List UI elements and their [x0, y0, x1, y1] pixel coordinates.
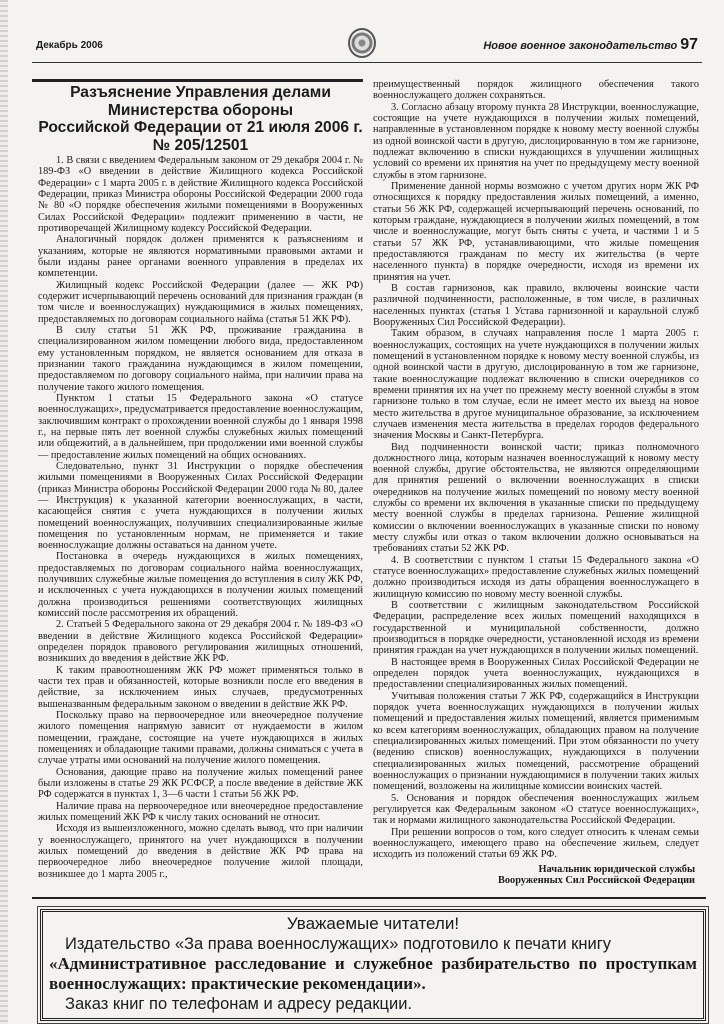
title-line: Российской Федерации от 21 июля 2006 г. [38, 119, 363, 136]
article-paragraph: Исходя из вышеизложенного, можно сделать вывод, что при наличии у военнослужащего, принятого на учет нуждающихся в получении жилых помещений до введения в действие ЖК РФ права на первоочередное либо внеочередное получение жилой площади, возникшее до 1 марта 2005 г., [38, 823, 363, 880]
signature-line: Начальник юридической службы [538, 863, 695, 875]
article-paragraph: Аналогичный порядок должен применятся к разъяснениям и указаниям, которые не являются нормативными правовыми актами и были изданы ранее органами военного управления в пределах их компетенции. [38, 234, 363, 280]
issue-date: Декабрь 2006 [36, 40, 103, 51]
article-paragraph: Следовательно, пункт 31 Инструкции о порядке обеспечения жилыми помещениями в Вооруженных Силах Российской Федерации (приказ Министра обороны Российской Федерации 2000 года № 80, далее — Инструкция) к указанной категории военнослужащих, в части, касающейся снятия с учета нуждающихся в получении жилых помещений военнослужащих, получивших специализированные жилые помещения по установленным нормам, не применяется и такие военнослужащие должны оставаться на данном учете. [38, 460, 363, 552]
article-paragraph: 3. Согласно абзацу второму пункта 28 Инструкции, военнослужащие, состоящие на учете нуждающихся в получении жилых помещений, направленные в установленном порядке к новому месту военной службы из одной воинской части в другую, дислоцированную в том же гарнизоне, подлежат включению в списки нуждающихся в улучшении жилищных условий со времени их принятия на учет по предыдущему месту военной службы в этом гарнизоне. [373, 101, 699, 181]
title-rule [32, 79, 363, 82]
left-column [38, 155, 363, 880]
article-paragraph: Постановка в очередь нуждающихся в жилых помещениях, предоставляемых по договорам социального найма военнослужащих, получивших служебные жилые помещения до вступления в силу ЖК РФ, и исключенных с учета нуждающихся в получении жилых помещений должна производиться решениями соответствующих жилищных комиссий после рассмотрения их обращений. [38, 551, 363, 620]
article-title [38, 84, 363, 154]
article-paragraph: Таким образом, в случаях направления после 1 марта 2005 г. военнослужащих, состоящих на учете нуждающихся в получении жилых помещений в установленном порядке к новому месту военной службы, из одной воинской части в другую, дислоцированную в том же гарнизоне, такие военнослужащие подлежат включению в списки очередников со времени принятия их на учет по прежнему месту военной службы в этом гарнизоне только в том случае, если не имеет место их выезд на новое место жительства в другое муниципальное образование, за исключением случаев изменения места жительства в пределах городов федерального значения Москвы и Санкт-Петербурга. [373, 328, 699, 442]
running-header [483, 36, 698, 54]
article-paragraph: 2. Статьей 5 Федерального закона от 29 декабря 2004 г. № 189-ФЗ «О введении в действие Жилищного кодекса Российской Федерации» определен порядок правового регулирования жилищных отношений, возникших до введения в действие ЖК РФ. [38, 619, 363, 665]
article-paragraph: Жилищный кодекс Российской Федерации (далее — ЖК РФ) содержит исчерпывающий перечень оснований для признания граждан (в том числе и военнослужащих) нуждающимися в жилых помещениях, предоставляемых по договорам социального найма (статья 51 ЖК РФ). [38, 279, 363, 325]
article-paragraph: В состав гарнизонов, как правило, включены воинские части различной подчиненности, расположенные, в том числе, в различных населенных пунктах (статья 1 Устава гарнизонной и караульной служб Вооруженных Сил Российской Федерации). [373, 282, 699, 328]
order-info: Заказ книг по телефонам и адресу редакции. [65, 994, 413, 1013]
section-rule [32, 897, 706, 899]
article-paragraph: Поскольку право на первоочередное или внеочередное получение жилого помещения напрямую зависит от нуждаемости в жилом помещении, граждане, состоящие на учете нуждающихся в жилых помещениях и обладающие такими правами, должны сниматься с учета в случае утраты ими оснований на получение жилого помещения. [38, 710, 363, 767]
article-paragraph: 1. В связи с введением Федеральным законом от 29 декабря 2004 г. № 189-ФЗ «О введении в действие Жилищного кодекса Российской Федерации» с 1 марта 2005 г. в действие Жилищного кодекса Российской Федерации, приказ Министра обороны Российской Федерации 2000 года № 80 «О порядке обеспечения жилыми помещениями в Вооруженных Силах Российской Федерации» подлежит применению в части, не противоречащей Жилищному кодексу Российской Федерации. [38, 155, 363, 234]
article-paragraph: В соответствии с жилищным законодательством Российской Федерации, распределение всех жилых помещений находящихся в государственной и муниципальной собственности, должно производиться в порядке очередности, установленной исходя из времени принятия граждан на учет нуждающихся в получении жилых помещений. [373, 600, 699, 657]
article-paragraph: К таким правоотношениям ЖК РФ может применяться только в части тех прав и обязанностей, которые возникли после его введения в действие, за исключением иных случаев, предусмотренных вышеназванным федеральным законом о введении в действие ЖК РФ. [38, 664, 363, 710]
article-paragraph: 5. Основания и порядок обеспечения военнослужащих жильем регулируется как Федеральным законом «О статусе военнослужащих», так и нормами жилищного законодательства Российской Федерации. [373, 792, 699, 827]
article-paragraph: В силу статьи 51 ЖК РФ, проживание гражданина в специализированном жилом помещении любого вида, предоставленном ему установленным порядком, не является основанием для отказа в признании такого гражданина нуждающимся в жилом помещении, предоставляемом по договору социального найма, при наличии права на получение такого жилого помещения. [38, 324, 363, 393]
readers-notice [40, 909, 706, 1021]
book-title: «Административное расследование и служебное разбирательство по проступкам военнослужащих: практические рекомендации». [49, 953, 697, 993]
article-paragraph: Основания, дающие право на получение жилых помещений ранее были изложены в статье 29 ЖК РСФСР, а после введение в действие ЖК РФ содержатся в пунктах 1, 3—6 части 1 статьи 56 ЖК РФ. [38, 766, 363, 801]
article-paragraph: Пунктом 1 статьи 15 Федерального закона «О статусе военнослужащих», предусматривается предоставление военнослужащим, заключившим контракт о прохождении военной службы до 1 января 1998 г., на первые пять лет военной службы служебных жилых помещений или общежитий, а в дальнейшем, при продолжении ими военной службы — предоставление жилых помещений на общих основаниях. [38, 392, 363, 461]
left-column-wrapper [38, 79, 363, 880]
emblem-icon [348, 28, 376, 58]
article-paragraph: Наличие права на первоочередное или внеочередное предоставление жилых помещений ЖК РФ к числу таких оснований не относит. [38, 800, 363, 824]
scan-edge [0, 0, 8, 1024]
title-line: № 205/12501 [152, 136, 249, 154]
notice-intro: Издательство «За права военнослужащих» подготовило к печати книгу [65, 934, 611, 953]
article-paragraph: Учитывая положения статьи 7 ЖК РФ, содержащийся в Инструкции порядок учета военнослужащих нуждающихся в получении жилых помещений и предоставления жилых помещений, является применимым ко всем категориям военнослужащих, обладающих правом на получение специализированных жилых помещений. При этом обязанности по учету (ведению списков) военнослужащих, нуждающихся в получении специализированных жилых помещений, рассмотрение обращений военнослужащих о признании нуждающимися в получении таких жилых помещений, возложены на жилищные комиссии воинских частей. [373, 690, 699, 793]
right-column [373, 79, 699, 887]
article-paragraph: Вид подчиненности воинской части; приказ полномочного должностного лица, которым назначен военнослужащий к новому месту военной службы, другие обстоятельства, не являются определяющими для принятия решений о включении военнослужащих в списки очередников на получение жилых помещений по новому месту военной службы со времени их включения в указанные списки по предыдущему месту военной службы в пределах гарнизона. Решение жилищной комиссии о включении военнослужащих в указанные списки по новому месту службы или отказ о таком включении должно основываться на требованиях статьи 52 ЖК РФ. [373, 441, 699, 555]
title-line: Министерства обороны [107, 101, 294, 119]
publication-name: Новое военное законодательство [483, 40, 678, 52]
article-paragraph: Применение данной нормы возможно с учетом других норм ЖК РФ относящихся к порядку предоставления жилых помещений, а именно, статьи 56 ЖК РФ, содержащей исчерпывающий перечень оснований, по которым граждане, нуждающиеся в получении жилых помещений, в том числе и военнослужащие, могут быть сняты с учета, и частями 1 и 5 статьи 57 ЖК РФ, устанавливающими, что жилые помещения предоставляются гражданам по месту их жительства (в черте населенного пункта) в порядке очередности, исходя из времени их принятия на учет. [373, 180, 699, 283]
article-body [38, 63, 700, 887]
article-paragraph: преимущественный порядок жилищного обеспечения такого военнослужащего должен сохраняться. [373, 79, 699, 102]
article-paragraph: В настоящее время в Вооруженных Силах Российской Федерации не определен порядок учета военнослужащих, нуждающихся в предоставлении специализированных жилых помещений. [373, 656, 699, 691]
notice-heading: Уважаемые читатели! [286, 913, 460, 933]
signature [373, 864, 699, 887]
page-header [0, 0, 724, 62]
article-paragraph: 4. В соответствии с пунктом 1 статьи 15 Федерального закона «О статусе военнослужащих» предоставление служебных жилых помещений должно производиться исходя из даты обращения военнослужащего в жилищную комиссию по новому месту военной службы. [373, 554, 699, 600]
signature-line: Вооруженных Сил Российской Федерации [498, 875, 695, 887]
page-number: 97 [680, 36, 698, 53]
article-paragraph: При решении вопросов о том, кого следует относить к членам семьи военнослужащего, имеющего право на обеспечение жильем, следует исходить из положений статьи 69 ЖК РФ. [373, 826, 699, 861]
title-line: Разъяснение Управления делами [70, 84, 331, 101]
